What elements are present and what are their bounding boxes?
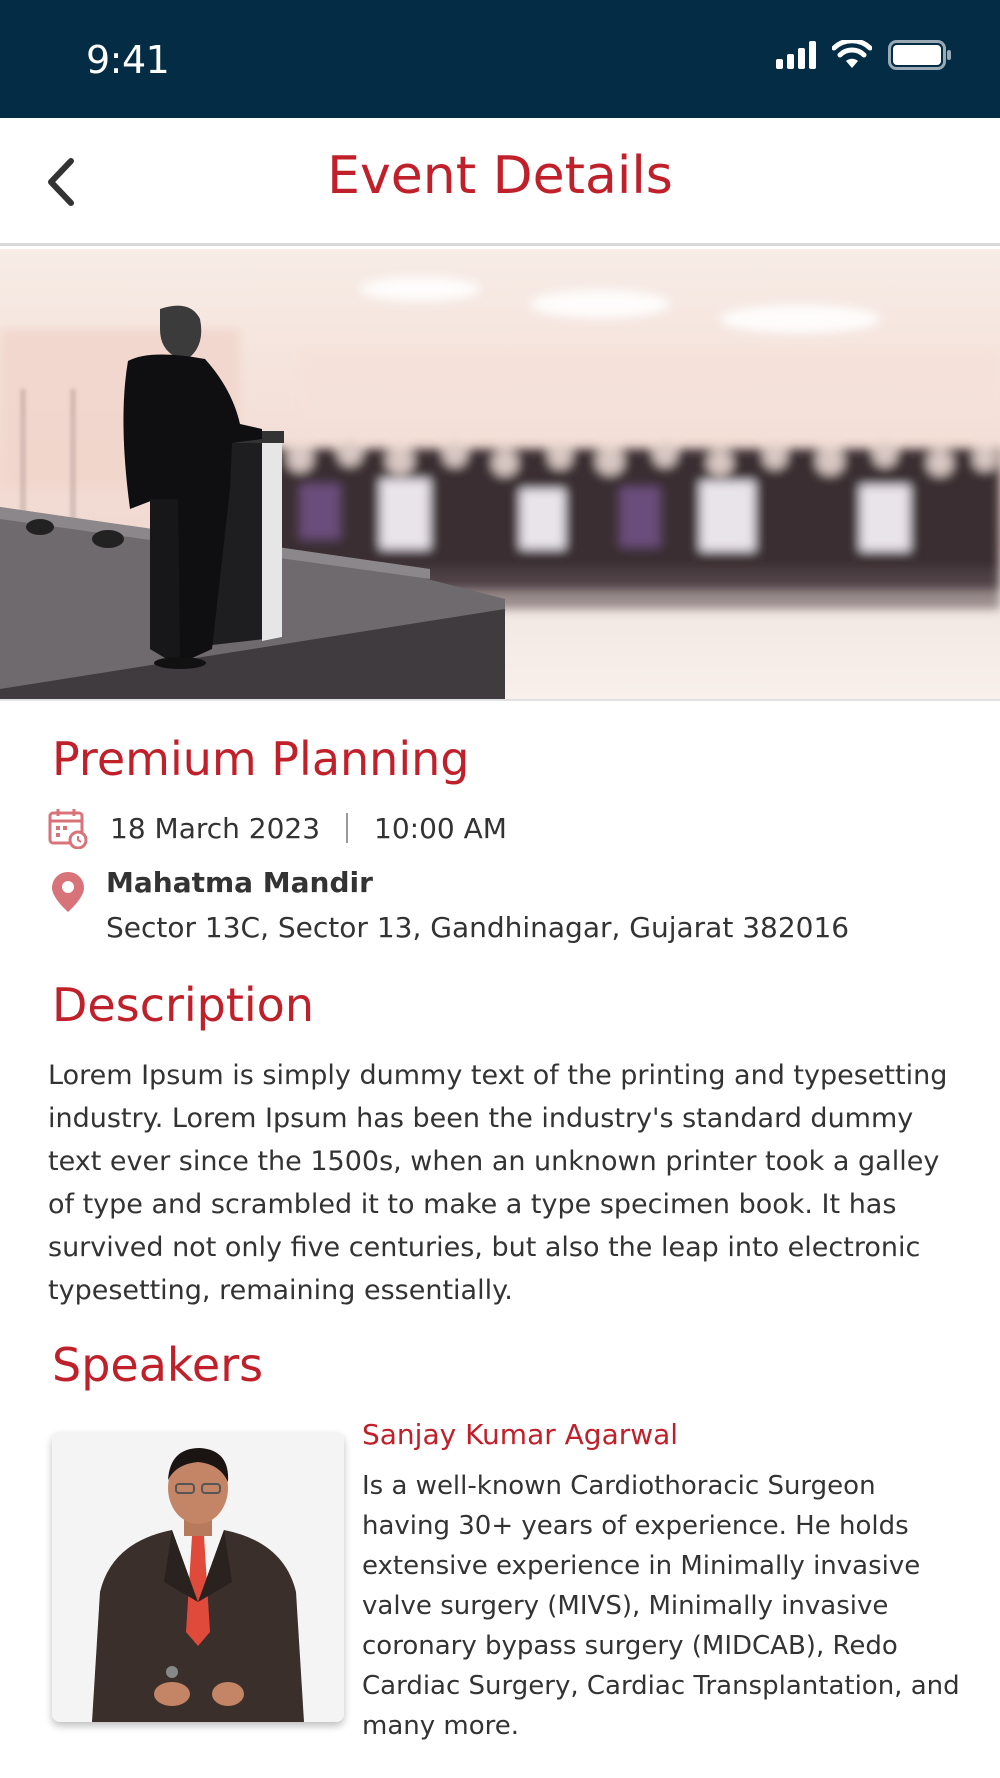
battery-icon: [888, 40, 952, 70]
description-heading: Description: [52, 978, 314, 1032]
venue-name: Mahatma Mandir: [106, 866, 373, 899]
wifi-icon: [832, 40, 872, 70]
calendar-clock-icon: [48, 807, 88, 849]
status-bar: [0, 0, 1000, 118]
speaker-portrait: [52, 1432, 344, 1722]
page-title: Event Details: [327, 146, 673, 206]
event-location-row: [48, 866, 849, 944]
description-text: Lorem Ipsum is simply dummy text of the printing and typesetting industry. Lorem Ipsum has been the industry's standard dummy text ever since the 1500s, when an unknown printer took a galley of type and scrambled it to make a type specimen book. It has survived not only five centuries, but also the leap into electronic typesetting, remaining essentially.: [48, 1060, 948, 1306]
venue-address: Sector 13C, Sector 13, Gandhinagar, Gujarat 382016: [106, 911, 850, 944]
status-time: 9:41: [86, 38, 170, 82]
location-pin-icon: [48, 870, 88, 914]
event-hero-image: [0, 249, 1000, 701]
cellular-signal-icon: [776, 41, 816, 69]
speaker-avatar[interactable]: [52, 1432, 344, 1722]
event-time: 10:00 AM: [374, 811, 507, 845]
event-title: Premium Planning: [52, 732, 470, 786]
event-date-row: [48, 806, 507, 850]
app-header: [0, 118, 1000, 246]
conference-photo: [0, 249, 1000, 701]
date-time-divider: [346, 813, 348, 843]
event-date: 18 March 2023: [110, 811, 321, 845]
speakers-heading: Speakers: [52, 1338, 264, 1392]
speaker-name[interactable]: Sanjay Kumar Agarwal: [362, 1418, 679, 1451]
status-icons: [776, 40, 952, 70]
speaker-bio: Is a well-known Cardiothoracic Surgeon having 30+ years of experience. He holds extensive experience in Minimally invasive valve surgery (MIVS), Minimally invasive coronary bypass surgery (MIDCAB), Redo Cardiac Surgery, Cardiac Transplantation, and many more.: [362, 1471, 960, 1741]
